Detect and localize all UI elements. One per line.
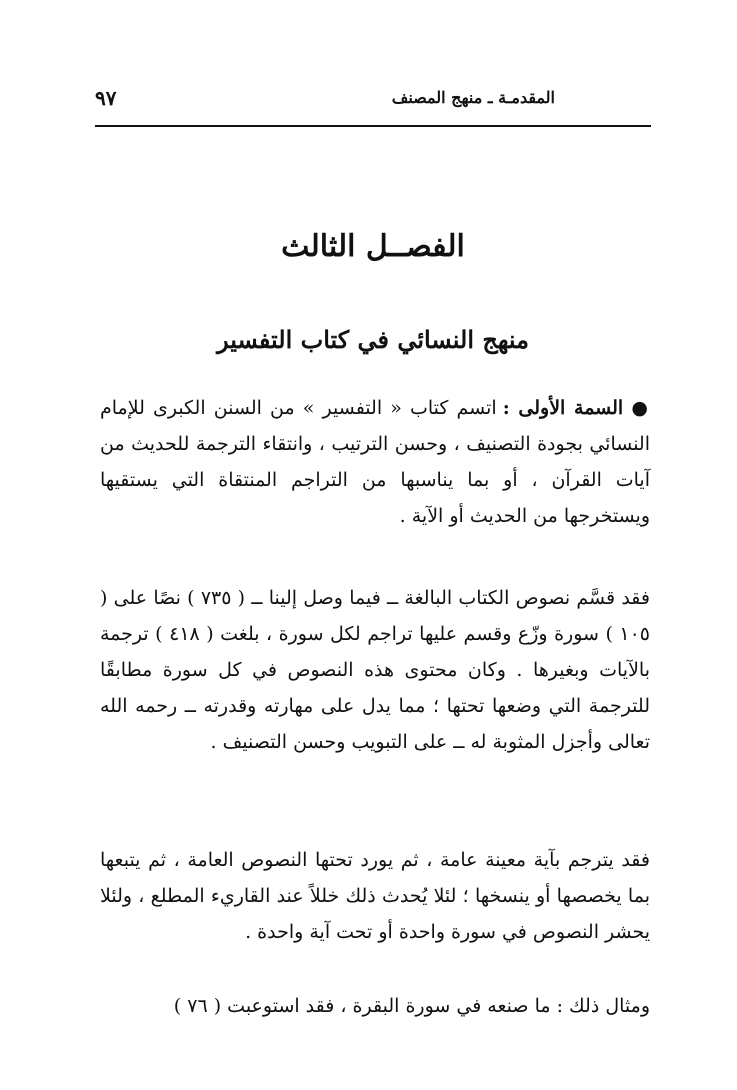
paragraph-first-feature (100, 390, 650, 534)
section-title: منهج النسائي في كتاب التفسير (216, 325, 529, 354)
paragraph-example: ومثال ذلك : ما صنعه في سورة البقرة ، فقد استوعبت ( ٧٦ ) (173, 995, 650, 1017)
header-rule (95, 125, 651, 127)
running-header-title: المقدمـة ـ منهج المصنف (391, 88, 555, 107)
paragraph-division: فقد قسَّم نصوص الكتاب البالغة ــ فيما وصل إلينا ــ ( ٧٣٥ ) نصًا على ( ١٠٥ ) سورة وزّع وقسم عليها تراجم لكل سورة ، بلغت ( ٤١٨ ) ترجمة بالآيات وبغيرها . وكان محتوى هذه النصوص في كل سورة مطابقًا للترجمة التي وضعها تحتها ؛ مما يدل على مهارته وقدرته ــ رحمه الله تعالى وأجزل المثوبة له ــ على التبويب وحسن التصنيف . (100, 587, 650, 753)
bullet-icon: ● (631, 397, 650, 419)
paragraph-text: اتسم كتاب « التفسير » من السنن الكبرى للإمام النسائي بجودة التصنيف ، وحسن الترتيب ، وانتقاء الترجمة للحديث من آيات القرآن ، أو بما يناسبها من التراجم المنتقاة التي يستقيها ويستخرجها من الحديث أو الآية . (100, 397, 650, 527)
page-number: ٩٧ (95, 86, 117, 110)
running-header (95, 86, 651, 116)
paragraph-method: فقد يترجم بآية معينة عامة ، ثم يورد تحتها النصوص العامة ، ثم يتبعها بما يخصصها أو ينسخها ؛ لئلا يُحدث ذلك خللاً عند القاريء المطلع ، ولئلا يحشر النصوص في سورة واحدة أو تحت آية واحدة . (100, 849, 650, 943)
chapter-title: الفصــل الثالث (281, 229, 465, 264)
feature-heading: السمة الأولى : (502, 397, 624, 419)
